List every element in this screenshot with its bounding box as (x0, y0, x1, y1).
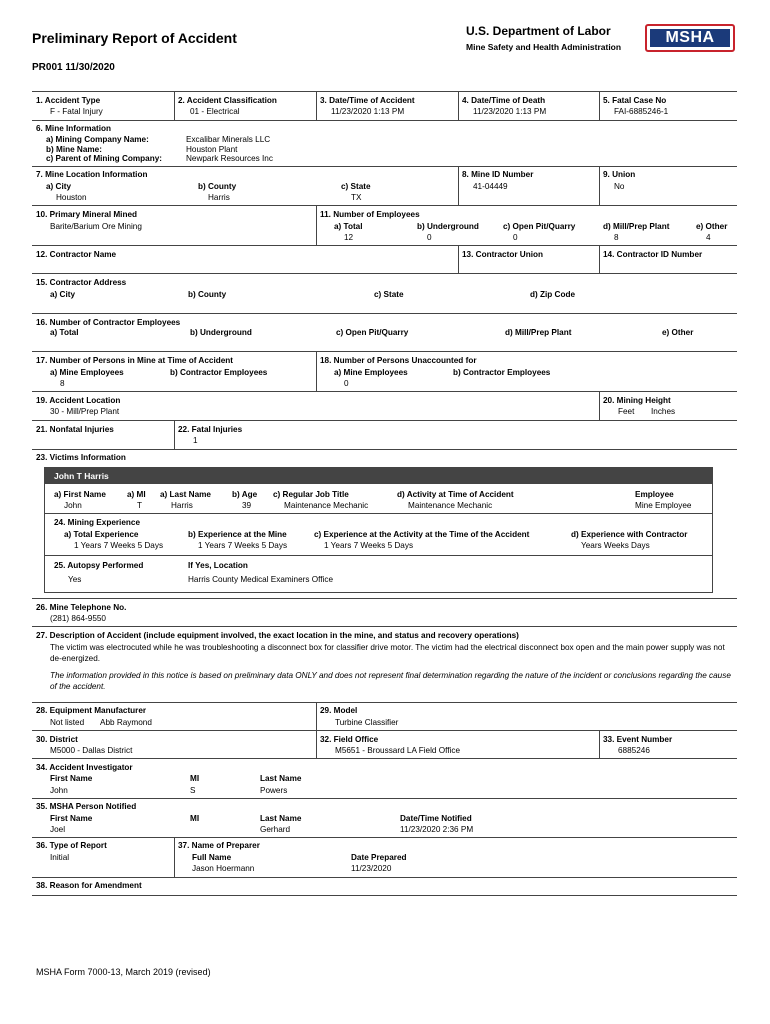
district-value: M5000 - Dallas District (50, 746, 133, 755)
person-notified-label: 35. MSHA Person Notified (36, 802, 137, 811)
divider (32, 166, 737, 167)
model-value: Turbine Classifier (335, 718, 399, 727)
fatal-case-label: 5. Fatal Case No (603, 96, 667, 105)
amendment-reason-label: 38. Reason for Amendment (36, 881, 142, 890)
divider (32, 702, 737, 703)
divider (458, 166, 459, 205)
contractor-state-label: c) State (374, 290, 404, 299)
equipment-manufacturer-value1: Not listed (50, 718, 85, 727)
divider (599, 166, 600, 205)
sub-agency-name: Mine Safety and Health Administration (466, 42, 622, 52)
mining-height-label: 20. Mining Height (603, 396, 671, 405)
autopsy-location-value: Harris County Medical Examiners Office (188, 575, 333, 584)
contractor-pit-label: c) Open Pit/Quarry (336, 328, 409, 337)
county-value: Harris (208, 193, 230, 202)
form-footer: MSHA Form 7000-13, March 2019 (revised) (36, 967, 211, 977)
contractor-id-label: 14. Contractor ID Number (603, 250, 703, 259)
divider (599, 245, 600, 273)
investigator-first-label: First Name (50, 774, 93, 783)
unaccounted-mine-value: 0 (344, 379, 349, 388)
accident-location-label: 19. Accident Location (36, 396, 121, 405)
divider (316, 91, 317, 120)
event-number-value: 6885246 (618, 746, 650, 755)
notified-last-label: Last Name (260, 814, 302, 823)
equipment-manufacturer-label: 28. Equipment Manufacturer (36, 706, 147, 715)
persons-mine-employees-value: 8 (60, 379, 65, 388)
persons-mine-employees-label: a) Mine Employees (50, 368, 124, 377)
mine-name-value: Houston Plant (186, 145, 238, 154)
divider (32, 837, 737, 838)
divider (32, 449, 737, 450)
preparer-full-label: Full Name (192, 853, 232, 862)
model-label: 29. Model (320, 706, 358, 715)
victim-mi-value: T (137, 501, 143, 510)
divider (44, 513, 712, 514)
divider (458, 91, 459, 120)
divider (32, 798, 737, 799)
investigator-mi-label: MI (190, 774, 200, 783)
contractor-total-label: a) Total (50, 328, 79, 337)
victim-job-value: Maintenance Mechanic (284, 501, 369, 510)
contractor-mill-label: d) Mill/Prep Plant (505, 328, 572, 337)
employees-mill-value: 8 (614, 233, 619, 242)
experience-label: 24. Mining Experience (54, 518, 140, 527)
mine-id-label: 8. Mine ID Number (462, 170, 534, 179)
unaccounted-label: 18. Number of Persons Unaccounted for (320, 356, 477, 365)
victim-employee-label: Employee (635, 490, 674, 499)
persons-in-mine-label: 17. Number of Persons in Mine at Time of Accident (36, 356, 233, 365)
experience-mine-value: 1 Years 7 Weeks 5 Days (198, 541, 288, 550)
experience-contractor-value: Years Weeks Days (581, 541, 650, 550)
death-datetime-value: 11/23/2020 1:13 PM (473, 107, 547, 116)
divider (316, 205, 317, 245)
divider (599, 391, 600, 420)
victim-employee-value: Mine Employee (635, 501, 692, 510)
primary-mineral-label: 10. Primary Mineral Mined (36, 210, 138, 219)
unaccounted-contractor-label: b) Contractor Employees (453, 368, 551, 377)
union-label: 9. Union (603, 170, 636, 179)
accident-location-value: 30 - Mill/Prep Plant (50, 407, 120, 416)
divider (32, 895, 737, 896)
contractor-employees-label: 16. Number of Contractor Employees (36, 318, 181, 327)
experience-contractor-label: d) Experience with Contractor (571, 530, 688, 539)
employees-other-label: e) Other (696, 222, 728, 231)
fatal-case-value: FAI-6885246-1 (614, 107, 669, 116)
nonfatal-injuries-label: 21. Nonfatal Injuries (36, 425, 114, 434)
state-label: c) State (341, 182, 371, 191)
unaccounted-mine-label: a) Mine Employees (334, 368, 408, 377)
autopsy-location-label: If Yes, Location (188, 561, 248, 570)
divider (32, 351, 737, 352)
notified-datetime-label: Date/Time Notified (400, 814, 472, 823)
mine-telephone-label: 26. Mine Telephone No. (36, 603, 127, 612)
mine-location-label: 7. Mine Location Information (36, 170, 148, 179)
victims-info-label: 23. Victims Information (36, 453, 126, 462)
accident-classification-value: 01 - Electrical (190, 107, 240, 116)
notified-first-value: Joel (50, 825, 66, 834)
victim-age-value: 39 (242, 501, 252, 510)
employees-total-label: a) Total (334, 222, 363, 231)
date-prepared-label: Date Prepared (351, 853, 407, 862)
contractor-zip-label: d) Zip Code (530, 290, 576, 299)
mine-id-value: 41-04449 (473, 182, 508, 191)
victim-first-value: John (64, 501, 82, 510)
victim-first-label: a) First Name (54, 490, 106, 499)
state-value: TX (351, 193, 362, 202)
county-label: b) County (198, 182, 237, 191)
parent-company-value: Newpark Resources Inc (186, 154, 273, 163)
district-label: 30. District (36, 735, 78, 744)
contractor-address-label: 15. Contractor Address (36, 278, 127, 287)
company-name-value: Excalibar Minerals LLC (186, 135, 271, 144)
contractor-county-label: b) County (188, 290, 227, 299)
employees-label: 11. Number of Employees (320, 210, 420, 219)
death-datetime-label: 4. Date/Time of Death (462, 96, 546, 105)
union-value: No (614, 182, 625, 191)
accident-type-value: F - Fatal Injury (50, 107, 103, 116)
employees-underground-value: 0 (427, 233, 432, 242)
city-value: Houston (56, 193, 87, 202)
victim-job-label: c) Regular Job Title (273, 490, 349, 499)
preparer-full-value: Jason Hoermann (192, 864, 255, 873)
victim-last-value: Harris (171, 501, 193, 510)
parent-company-label: c) Parent of Mining Company: (46, 154, 162, 163)
victim-name: John T Harris (54, 471, 109, 481)
employees-pit-value: 0 (513, 233, 518, 242)
contractor-city-label: a) City (50, 290, 76, 299)
primary-mineral-value: Barite/Barium Ore Mining (50, 222, 142, 231)
divider (32, 120, 737, 121)
msha-logo-text: MSHA (650, 29, 730, 47)
divider (32, 626, 737, 627)
notified-first-label: First Name (50, 814, 93, 823)
divider (44, 555, 712, 556)
accident-type-label: 1. Accident Type (36, 96, 101, 105)
investigator-last-label: Last Name (260, 774, 302, 783)
city-label: a) City (46, 182, 72, 191)
employees-pit-label: c) Open Pit/Quarry (503, 222, 576, 231)
mine-info-label: 6. Mine Information (36, 124, 112, 133)
msha-logo (645, 24, 735, 52)
investigator-label: 34. Accident Investigator (36, 763, 133, 772)
description-text: The victim was electrocuted while he was troubleshooting a disconnect box for classifier drive motor. The victim had the electrical disconnect box open and the main power supply was not de-energized. (50, 643, 725, 663)
description-label: 27. Description of Accident (include equipment involved, the exact location in the mine, and status and recovery operations) (36, 631, 519, 640)
divider (174, 420, 175, 449)
accident-datetime-label: 3. Date/Time of Accident (320, 96, 415, 105)
divider (32, 877, 737, 878)
autopsy-label: 25. Autopsy Performed (54, 561, 144, 570)
divider (174, 91, 175, 120)
divider (32, 758, 737, 759)
employees-mill-label: d) Mill/Prep Plant (603, 222, 670, 231)
fatal-injuries-value: 1 (193, 436, 198, 445)
page-title: Preliminary Report of Accident (32, 30, 237, 46)
accident-datetime-value: 11/23/2020 1:13 PM (331, 107, 405, 116)
divider (32, 730, 737, 731)
victim-activity-value: Maintenance Mechanic (408, 501, 493, 510)
report-id: PR001 11/30/2020 (32, 62, 115, 73)
divider (316, 351, 317, 391)
victim-activity-label: d) Activity at Time of Accident (397, 490, 514, 499)
agency-name: U.S. Department of Labor (466, 24, 611, 38)
contractor-other-label: e) Other (662, 328, 694, 337)
field-office-label: 32. Field Office (320, 735, 379, 744)
experience-activity-value: 1 Years 7 Weeks 5 Days (324, 541, 414, 550)
divider (32, 205, 737, 206)
autopsy-value: Yes (68, 575, 82, 584)
report-type-value: Initial (50, 853, 70, 862)
event-number-label: 33. Event Number (603, 735, 673, 744)
divider (458, 245, 459, 273)
mining-height-feet: Feet (618, 407, 635, 416)
experience-activity-label: c) Experience at the Activity at the Time of the Accident (314, 530, 530, 539)
preparer-label: 37. Name of Preparer (178, 841, 260, 850)
divider (32, 420, 737, 421)
experience-mine-label: b) Experience at the Mine (188, 530, 287, 539)
disclaimer-text: The information provided in this notice is based on preliminary data ONLY and does not represent final determination regarding the nature of the incident or conclusions regarding the cause of the accident. (50, 671, 731, 691)
divider (32, 245, 737, 246)
notified-mi-label: MI (190, 814, 200, 823)
contractor-union-label: 13. Contractor Union (462, 250, 543, 259)
company-name-label: a) Mining Company Name: (46, 135, 149, 144)
divider (599, 730, 600, 758)
notified-datetime-value: 11/23/2020 2:36 PM (400, 825, 474, 834)
divider (32, 273, 737, 274)
divider (599, 91, 600, 120)
equipment-manufacturer-value2: Abb Raymond (100, 718, 152, 727)
experience-total-value: 1 Years 7 Weeks 5 Days (74, 541, 164, 550)
investigator-last-value: Powers (260, 786, 288, 795)
experience-total-label: a) Total Experience (64, 530, 139, 539)
victim-last-label: a) Last Name (160, 490, 211, 499)
investigator-first-value: John (50, 786, 68, 795)
contractor-underground-label: b) Underground (190, 328, 252, 337)
persons-contractor-label: b) Contractor Employees (170, 368, 268, 377)
accident-classification-label: 2. Accident Classification (178, 96, 277, 105)
divider (174, 837, 175, 877)
divider (316, 702, 317, 730)
fatal-injuries-label: 22. Fatal Injuries (178, 425, 243, 434)
mining-height-inches: Inches (651, 407, 676, 416)
report-type-label: 36. Type of Report (36, 841, 107, 850)
mine-telephone-value: (281) 864-9550 (50, 614, 106, 623)
employees-total-value: 12 (344, 233, 354, 242)
notified-last-value: Gerhard (260, 825, 291, 834)
employees-underground-label: b) Underground (417, 222, 479, 231)
date-prepared-value: 11/23/2020 (351, 864, 392, 873)
divider (316, 730, 317, 758)
contractor-name-label: 12. Contractor Name (36, 250, 117, 259)
divider (32, 598, 737, 599)
victim-mi-label: a) MI (127, 490, 146, 499)
divider (32, 313, 737, 314)
divider (32, 391, 737, 392)
victim-header-bar (44, 467, 712, 484)
victim-age-label: b) Age (232, 490, 258, 499)
mine-name-label: b) Mine Name: (46, 145, 102, 154)
field-office-value: M5651 - Broussard LA Field Office (335, 746, 460, 755)
investigator-mi-value: S (190, 786, 196, 795)
employees-other-value: 4 (706, 233, 711, 242)
divider (32, 91, 737, 92)
